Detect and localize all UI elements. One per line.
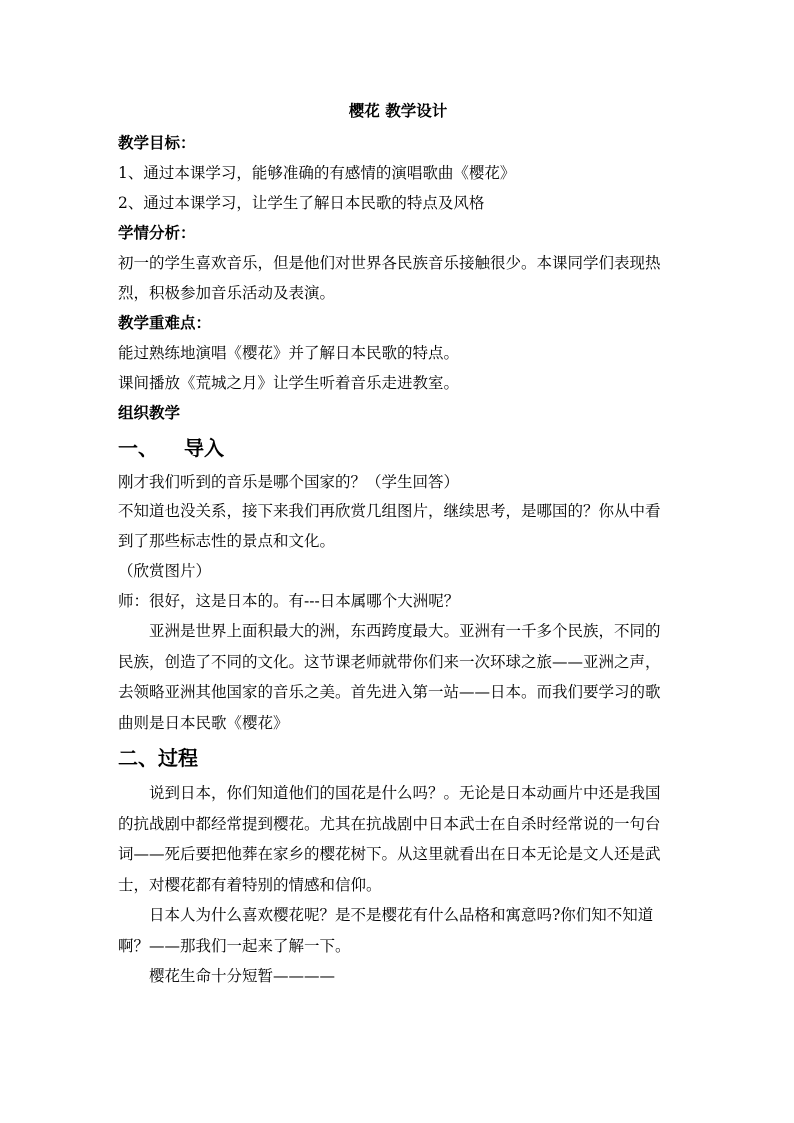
section1-heading: [118, 428, 678, 468]
section2-para1-line: 的抗战剧中都经常提到樱花。尤其在抗战剧中日本武士在自杀时经常说的一句台: [118, 814, 661, 833]
section1-para-line: 亚洲是世界上面积最大的洲，东西跨度最大。亚洲有一千多个民族，不同的: [149, 622, 661, 640]
organize-heading: 组织教学: [118, 403, 181, 422]
section2-para1-line: 词——死后要把他葬在家乡的樱花树下。从这里就看出在日本无论是文人还是武: [118, 845, 661, 863]
section1-line: 刚才我们听到的音乐是哪个国家的？（学生回答）: [118, 473, 460, 491]
objective-item: 2、通过本课学习，让学生了解日本民歌的特点及风格: [118, 194, 485, 212]
section1-para-line: 曲则是日本民歌《樱花》: [118, 713, 289, 732]
section1-line: 师：很好，这是日本的。有---日本属哪个大洲呢？: [118, 592, 460, 610]
keypoints-line: 课间播放《荒城之月》让学生听着音乐走进教室。: [118, 374, 460, 392]
section2-heading: 二、过程: [118, 746, 198, 770]
analysis-line: 初一的学生喜欢音乐，但是他们对世界各民族音乐接触很少。本课同学们表现热: [118, 254, 661, 272]
section1-number: 一、: [118, 436, 158, 460]
section2-para2-line: 日本人为什么喜欢樱花呢？是不是樱花有什么品格和寓意吗?你们知不知道: [149, 906, 654, 924]
document-title: 樱花 教学设计: [348, 101, 448, 120]
section2-para1-line: 士，对樱花都有着特别的情感和信仰。: [118, 875, 382, 894]
objective-item: 1、通过本课学习，能够准确的有感情的演唱歌曲《樱花》: [118, 164, 516, 182]
section1-title: 导入: [184, 436, 224, 460]
document-page: [118, 96, 678, 992]
section1-line: （欣赏图片）: [118, 562, 212, 580]
section2-para2-line: 啊？——那我们一起来了解一下。: [118, 936, 351, 955]
section2-para1-line: 说到日本，你们知道他们的国花是什么吗？。无论是日本动画片中还是我国: [149, 784, 661, 802]
keypoints-heading: 教学重难点：: [118, 313, 212, 332]
analysis-heading: 学情分析：: [118, 223, 196, 242]
section1-line: 不知道也没关系，接下来我们再欣赏几组图片，继续思考，是哪国的？你从中看: [118, 502, 661, 520]
analysis-line: 烈，积极参加音乐活动及表演。: [118, 284, 336, 302]
section1-line: 到了那些标志性的景点和文化。: [118, 532, 336, 550]
section1-para-line: 民族，创造了不同的文化。这节课老师就带你们来一次环球之旅——亚洲之声，: [118, 652, 661, 671]
section2-para3-line: 樱花生命十分短暂————: [149, 967, 336, 985]
objectives-heading: 教学目标：: [118, 133, 196, 152]
keypoints-line: 能过熟练地演唱《樱花》并了解日本民歌的特点。: [118, 344, 460, 362]
section1-para-line: 去领略亚洲其他国家的音乐之美。首先进入第一站——日本。而我们要学习的歌: [118, 683, 661, 701]
